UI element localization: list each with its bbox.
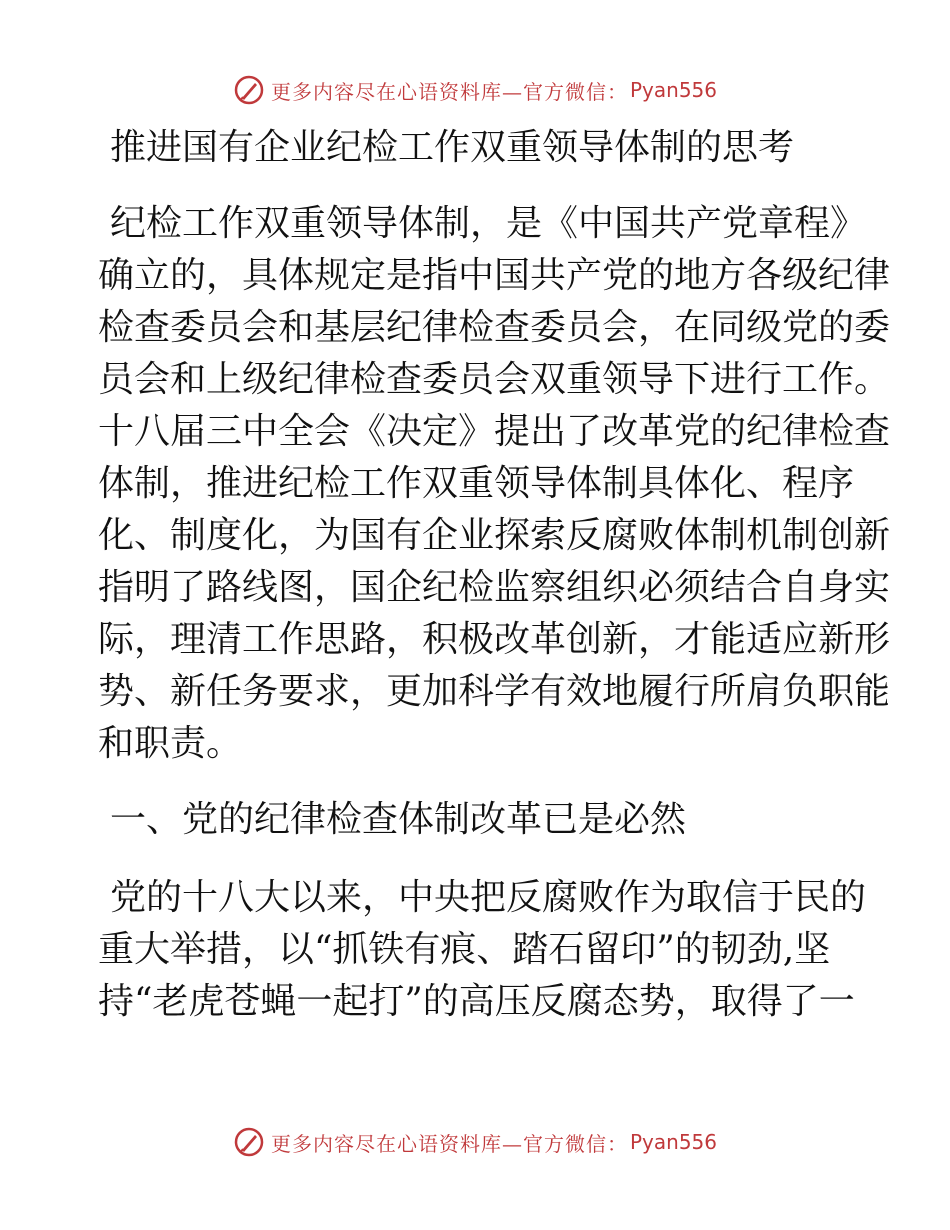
quill-logo-icon [233,74,265,106]
text-line: 检查委员会和基层纪律检查委员会，在同级党的委 [98,307,891,348]
banner-wechat-id: Pyan556 [629,1130,717,1154]
text-line: 重大举措，以“抓铁有痕、踏石留印”的韧劲,坚 [98,929,831,970]
document-title: 推进国有企业纪检工作双重领导体制的思考 [110,127,795,168]
banner-text: 更多内容尽在心语资料库—官方微信： [270,1131,628,1156]
banner-text: 更多内容尽在心语资料库—官方微信： [270,79,628,104]
text-line: 党的十八大以来，中央把反腐败作为取信于民的 [110,877,867,918]
text-line: 势、新任务要求，更加科学有效地履行所肩负职能 [98,671,891,712]
text-line: 十八届三中全会《决定》提出了改革党的纪律检查 [98,411,891,452]
quill-logo-icon [233,1126,265,1158]
paragraph-1 [98,198,891,770]
text-line: 纪检工作双重领导体制，是《中国共产党章程》 [110,203,867,244]
banner-wechat-id: Pyan556 [629,78,717,102]
text-line: 和职责。 [98,723,243,764]
text-line: 体制，推进纪检工作双重领导体制具体化、程序 [98,463,855,504]
text-line: 持“老虎苍蝇一起打”的高压反腐态势，取得了一 [98,981,855,1022]
footer-banner [0,1122,950,1162]
paragraph-2 [98,872,867,1028]
text-line: 化、制度化，为国有企业探索反腐败体制机制创新 [98,515,891,556]
text-line: 确立的，具体规定是指中国共产党的地方各级纪律 [98,255,891,296]
text-line: 指明了路线图，国企纪检监察组织必须结合自身实 [98,567,891,608]
text-line: 员会和上级纪律检查委员会双重领导下进行工作。 [98,359,891,400]
section-heading: 一、党的纪律检查体制改革已是必然 [110,799,687,840]
header-banner [0,70,950,110]
text-line: 际，理清工作思路，积极改革创新，才能适应新形 [98,619,891,660]
document-body [98,124,891,1054]
